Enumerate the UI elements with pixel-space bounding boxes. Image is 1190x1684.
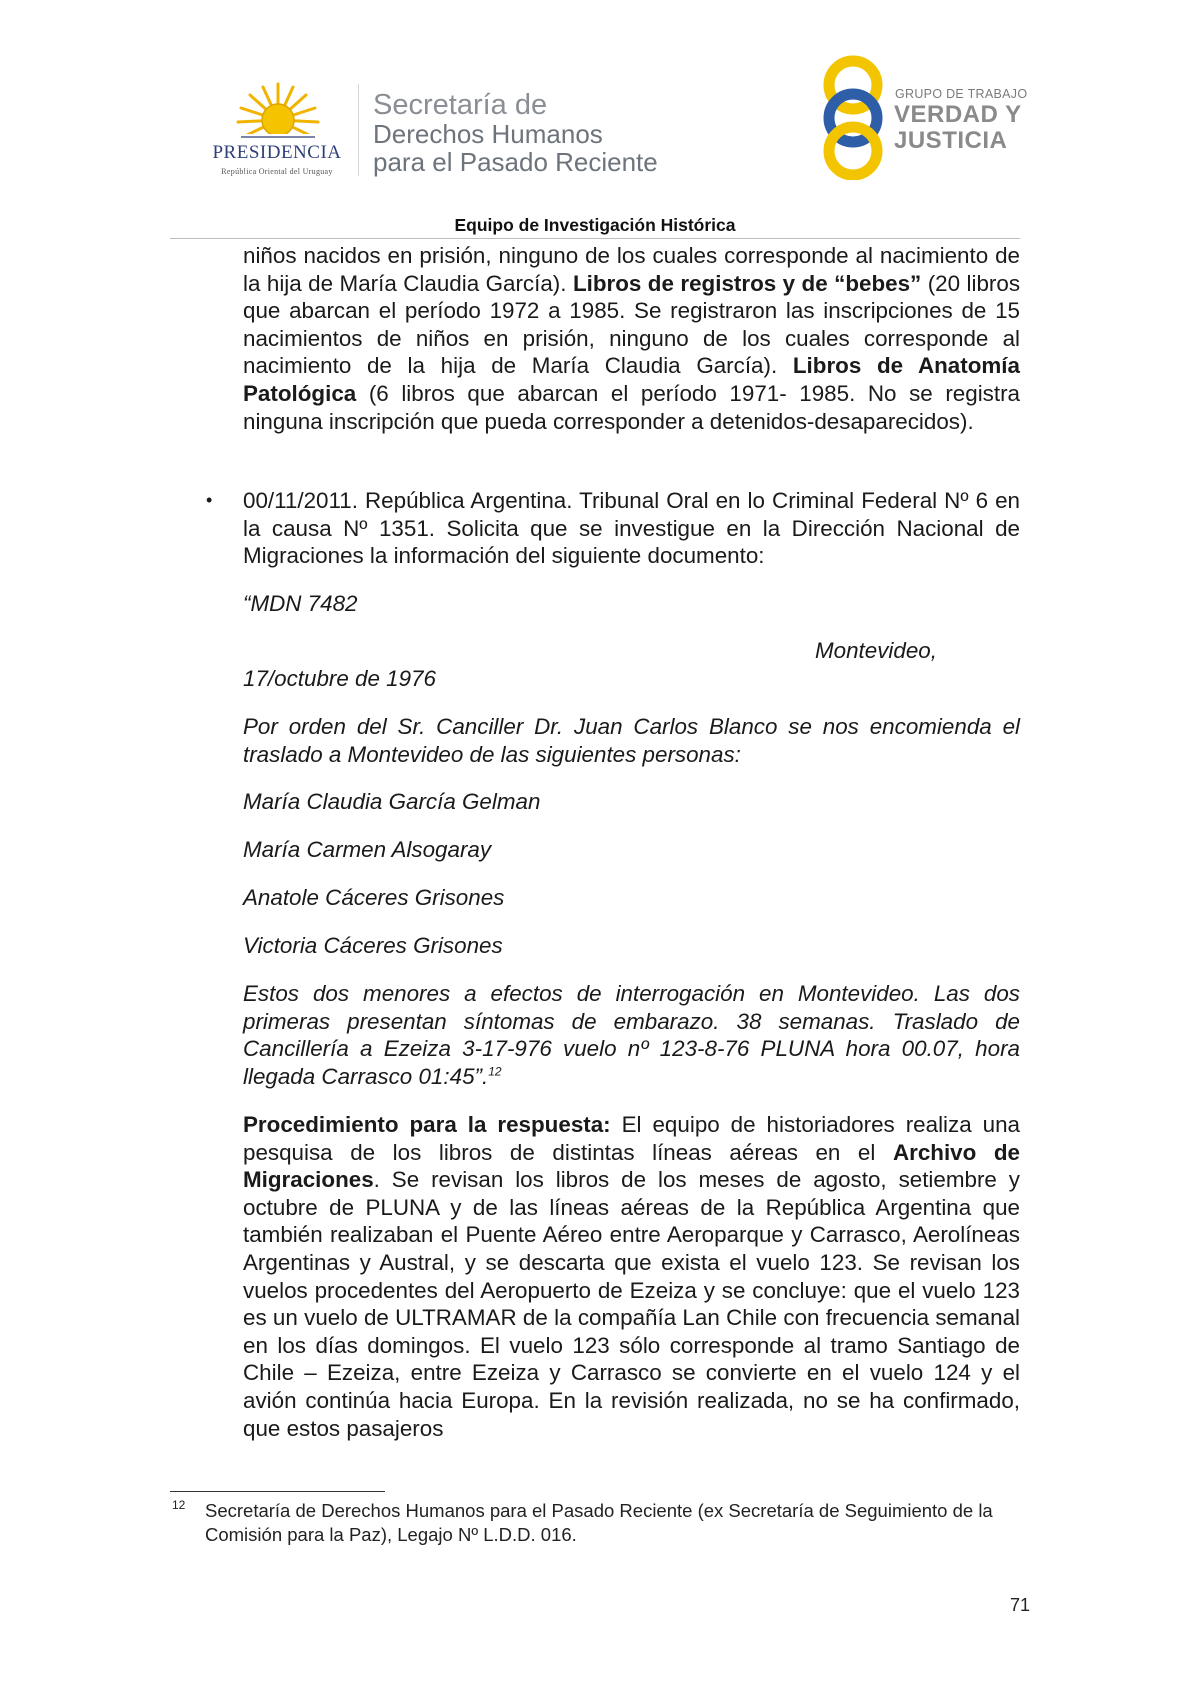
quote-date: 17/octubre de 1976 <box>243 666 436 691</box>
page-number: 71 <box>1009 1595 1030 1615</box>
footnote-text: Secretaría de Derechos Humanos para el Pasado Reciente (ex Secretaría de Seguimiento de la Comisión para la Paz), Legajo Nº L.D.D. 016. <box>205 1500 993 1545</box>
continuation-paragraph <box>243 242 1020 435</box>
quote-order: Por orden del Sr. Canciller Dr. Juan Carlos Blanco se nos encomienda el traslado a Montevideo de las siguientes personas: <box>243 714 1020 767</box>
footnote-rule <box>170 1491 385 1492</box>
header-title: Equipo de Investigación Histórica <box>454 215 736 235</box>
quote-name-1: María Claudia García Gelman <box>243 789 541 814</box>
grupo-justicia: JUSTICIA <box>894 127 1008 154</box>
bullet-marker: • <box>206 490 213 510</box>
procedure-paragraph <box>243 1111 1020 1442</box>
quote-city: Montevideo, <box>815 638 937 663</box>
continuation-text-3: (6 libros que abarcan el período 1971- 1985. No se registra ninguna inscripción que pueda corresponder a detenidos-desaparecidos). <box>243 380 1020 434</box>
secretaria-line3: para el Pasado Reciente <box>373 147 658 177</box>
bullet-text: 00/11/2011. República Argentina. Tribunal Oral en lo Criminal Federal Nº 6 en la causa Nº 1351. Solicita que se investigue en la Dirección Nacional de Migraciones la información del siguiente documento: <box>243 488 1020 569</box>
quote-closing-text: Estos dos menores a efectos de interrogación en Montevideo. Las dos primeras presentan síntomas de embarazo. 38 semanas. Traslado de Cancillería a Ezeiza 3-17-976 vuelo nº 123-8-76 PLUNA hora 00.07, hora llegada Carrasco 01:45”. <box>243 981 1020 1089</box>
rings-icon <box>820 55 890 180</box>
secretaria-line2: Derechos Humanos <box>373 119 603 149</box>
continuation-text-2: (20 libros que abarcan el período 1972 a 1985. Se registraron las inscripciones de 15 nacimientos de niños en prisión, ninguno de los cuales corresponde al nacimiento de la hija de María Claudia García). <box>243 270 1021 379</box>
presidencia-subtitle: República Oriental del Uruguay <box>221 167 333 176</box>
quote-mdn: “MDN 7482 <box>243 591 358 616</box>
quote-name-4: Victoria Cáceres Grisones <box>243 933 503 958</box>
anatomia-patologica-bold: Libros de Anatomía Patológica <box>243 353 1020 406</box>
archivo-migraciones-bold: Archivo de Migraciones <box>243 1139 1020 1193</box>
footnote-ref: 12 <box>488 1064 502 1079</box>
presidencia-logo <box>197 82 357 182</box>
verdad-justicia-logo <box>820 55 1030 180</box>
quote-name-2: María Carmen Alsogaray <box>243 837 492 862</box>
continuation-text-1: niños nacidos en prisión, ninguno de los cuales corresponde al nacimiento de la hija de María Claudia García). <box>243 243 1020 296</box>
header-rule <box>170 238 1020 239</box>
procedure-text-2: . Se revisan los libros de los meses de agosto, setiembre y octubre de PLUNA y de las líneas aéreas de la República Argentina que también realizaban el Puente Aéreo entre Aeroparque y Carrasco, Aerolíneas Argentinas y Austral, y se descarta que exista el vuelo 123. Se revisan los vuelos procedentes del Aeropuerto de Ezeiza y se concluye: que el vuelo 123 es un vuelo de ULTRAMAR de la compañía Lan Chile con frecuencia semanal en los días domingos. El vuelo 123 sólo corresponde al tramo Santiago de Chile – Ezeiza, entre Ezeiza y Carrasco se convierte en el vuelo 124 y el avión continúa hacia Europa. En la revisión realizada, no se ha confirmado, que estos pasajeros <box>243 1167 1020 1441</box>
procedure-label: Procedimiento para la respuesta: <box>243 1112 611 1137</box>
procedure-text-1: El equipo de historiadores realiza una pesquisa de los libros de distintas líneas aéreas en el <box>243 1112 1020 1165</box>
libros-registros-bold: Libros de registros y de “bebes” <box>572 270 922 296</box>
grupo-verdad: VERDAD Y <box>894 101 1022 128</box>
footnote-number: 12 <box>172 1498 186 1512</box>
quote-name-3: Anatole Cáceres Grisones <box>243 885 505 910</box>
logo-divider <box>358 84 359 176</box>
secretaria-line1: Secretaría de <box>373 89 548 121</box>
secretaria-logo <box>373 90 703 176</box>
quote-closing <box>243 980 1020 1090</box>
grupo-label: GRUPO DE TRABAJO <box>895 87 1028 101</box>
presidencia-name: PRESIDENCIA <box>212 142 342 163</box>
